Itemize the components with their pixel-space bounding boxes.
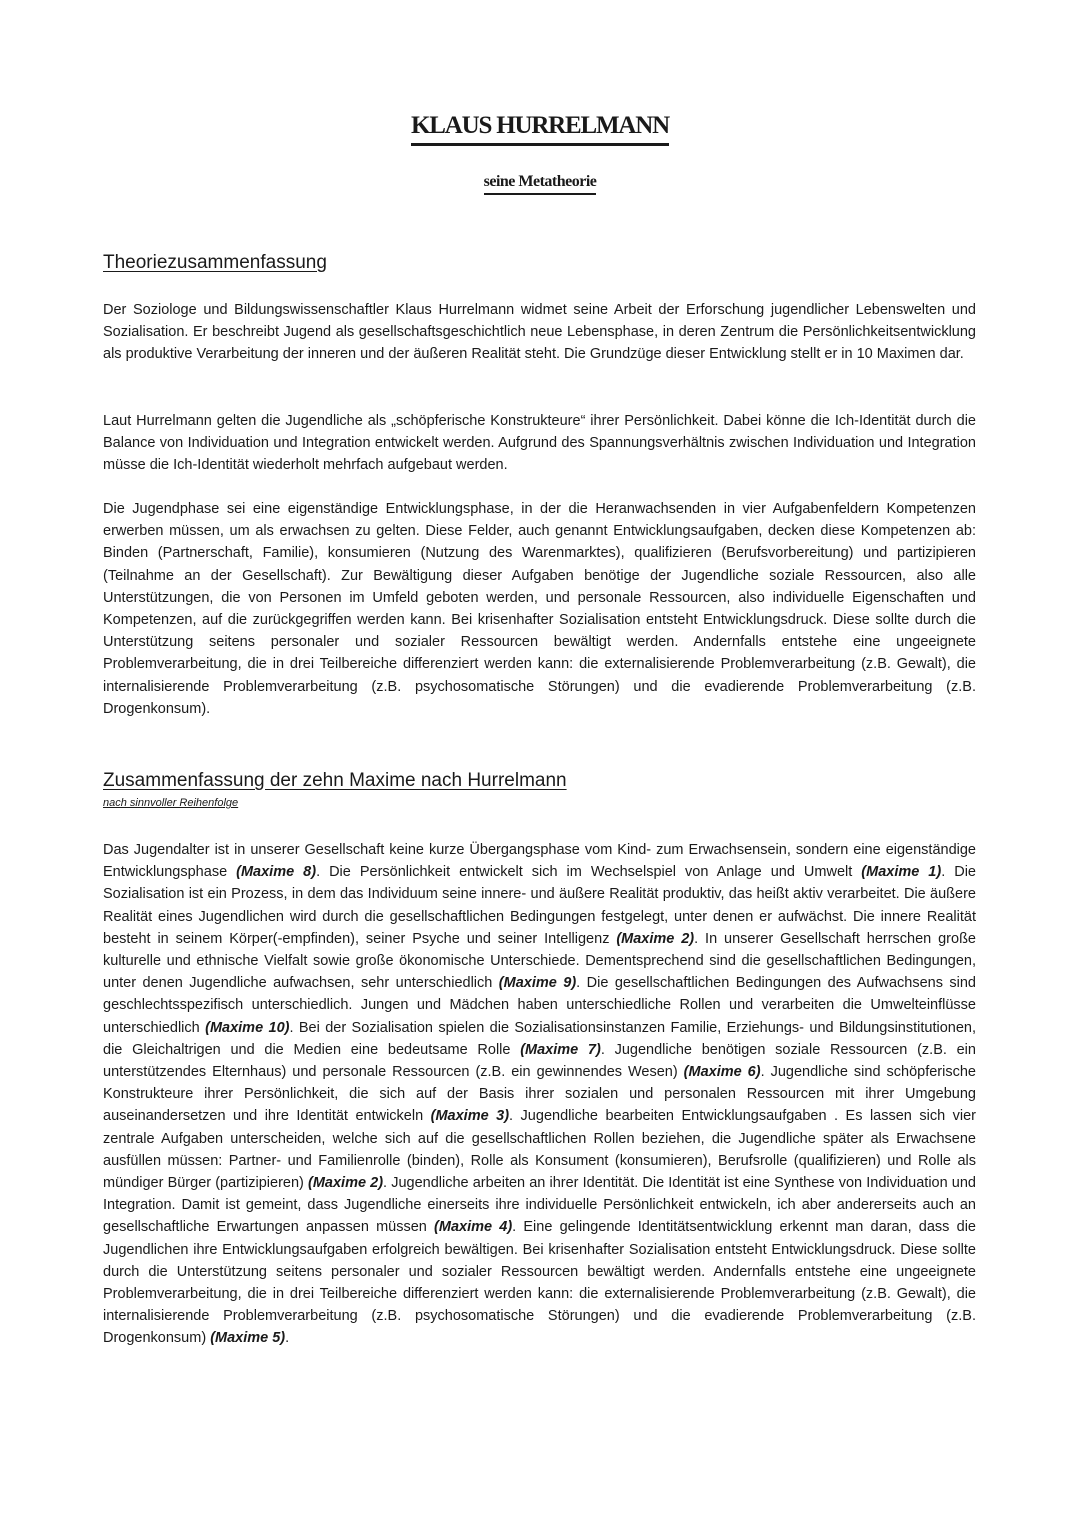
maxime-summary-text: . Bei der Sozialisation spielen die Sozialisationsinstanzen Familie, Erziehungs- und Bildungsinstitutionen, die Gleichaltrigen und die Medien eine bedeutsame Rolle [103,1019,976,1058]
maxime-reference: (Maxime 5) [210,1330,286,1347]
maxime-reference: (Maxime 6) [683,1064,761,1081]
maxime-reference: (Maxime 10) [205,1019,290,1036]
maxime-reference: (Maxime 9) [498,975,577,992]
maxime-summary-text: . Jugendliche sind schöpferische Konstrukteure ihrer Persönlichkeit, die sich auf der Basis ihrer sozialen und personalen Ressourcen mit ihrer Umgebung auseinandersetzen und ihre Identität entwickeln [103,1064,976,1125]
maxime-reference: (Maxime 8) [236,864,317,881]
document-title: KLAUS HURRELMANN [411,112,669,146]
maxime-reference: (Maxime 4) [434,1219,513,1236]
paragraph-intro: Der Soziologe und Bildungswissenschaftler Klaus Hurrelmann widmet seine Arbeit der Erforschung jugendlicher Lebenswelten und Sozialisation. Er beschreibt Jugend als gesellschaftsgeschichtlich neue Lebensphase, in deren Zentrum die Persönlichkeitsentwicklung als produktive Verarbeitung der inneren und der äußeren Realität steht. Die Grundzüge dieser Entwicklung stellt er in 10 Maximen dar. [103,302,976,363]
maxime-reference: (Maxime 7) [520,1041,601,1058]
maxime-summary-text: . Eine gelingende Identitätsentwicklung erkennt man daran, dass die Jugendlichen ihre Entwicklungsaufgaben erfolgreich bewältigen. Bei krisenhafter Sozialisation entsteht Entwicklungsdruck. Diese sollte durch die Unterstützung seitens personaler und sozialer Ressourcen bewältigt werden. Andernfalls entstehe eine ungeeignete Problemverarbeitung, die in drei Teilbereiche differenziert werden kann: die externalisierende Problemverarbeitung (z.B. Gewalt), die internalisierende Problemverarbeitung (z.B. psychosomatische Störungen) und die evadierende Problemverarbeitung (z.B. Drogenkonsum) [103,1219,976,1347]
maxime-summary-text: . Jugendliche benötigen soziale Ressourcen (z.B. ein unterstützendes Elternhaus) und personale Ressourcen (z.B. ein gewinnendes Wesen) [103,1041,976,1081]
section-note: nach sinnvoller Reihenfolge [103,797,239,809]
section-heading-maxime: Zusammenfassung der zehn Maxime nach Hurrelmann [103,770,567,791]
maxime-summary-text: . [285,1330,290,1347]
maxime-summary-text: Das Jugendalter ist in unserer Gesellschaft keine kurze Übergangsphase vom Kind- zum Erwachsensein, sondern eine eigenständige Entwicklungsphase [103,842,976,881]
maxime-summary-text: . Die gesellschaftlichen Bedingungen des Aufwachsens sind geschlechtsspezifisch unterschiedlich. Jungen und Mädchen haben unterschiedliche Rollen und verarbeiten die Umwelteinflüsse unterschiedlich [103,975,976,1036]
maxime-reference: (Maxime 3) [430,1108,510,1125]
maxime-summary-text: . Jugendliche bearbeiten Entwicklungsaufgaben . Es lassen sich vier zentrale Aufgaben unterscheiden, welche sich auf die gesellschaftlichen Rollen beziehen, die Jugendliche später als Erwachsene ausfüllen müssen: Partner- und Familienrolle (binden), Rolle als Konsument (konsumieren), Berufsrolle (qualifizieren) und Rolle als mündiger Bürger (partizipieren) [103,1108,976,1192]
maxime-summary-text: . Jugendliche arbeiten an ihrer Identität. Die Identität ist eine Synthese von Individuation und Integration. Damit ist gemeint, dass Jugendliche einerseits ihre individuelle Persönlichkeit entwickeln, ich aber andererseits auch an gesellschaftliche Erwartungen anpassen müssen [103,1175,976,1236]
maxime-summary-text: . Die Sozialisation ist ein Prozess, in dem das Individuum seine innere- und äußere Realität produktiv, das heißt aktiv verarbeitet. Die äußere Realität eines Jugendlichen wird durch die gesellschaftlichen Bedingungen festgelegt, unter denen er aufwächst. Die innere Realität besteht in seinem Körper(-empfinden), seiner Psyche und seiner Intelligenz [103,864,976,947]
paragraph-konstrukteure: Laut Hurrelmann gelten die Jugendliche als „schöpferische Konstrukteure“ ihrer Persönlichkeit. Dabei könne die Ich-Identität durch die Balance von Individuation und Integration entwickelt werden. Aufgrund des Spannungsverhältnis zwischen Individuation und Integration müsse die Ich-Identität wiederholt mehrfach aufgebaut werden. [103,413,976,474]
maxime-reference: (Maxime 2) [616,930,695,947]
document-subtitle: seine Metatheorie [484,173,597,195]
maxime-reference: (Maxime 2) [308,1175,384,1192]
section-heading-theoriezusammenfassung: Theoriezusammenfassung [103,252,327,273]
maxime-summary-text: . Die Persönlichkeit entwickelt sich im Wechselspiel von Anlage und Umwelt [316,864,862,881]
maxime-summary-text: . In unserer Gesellschaft herrschen große kulturelle und ethnische Vielfalt sowie große ökonomische Unterschiede. Dementsprechend sind die gesellschaftlichen Bedingungen, unter denen Jugendliche aufwachsen, sehr unterschiedlich [103,930,976,992]
paragraph-maxime-summary [103,839,976,1350]
paragraph-jugendphase: Die Jugendphase sei eine eigenständige Entwicklungsphase, in der die Heranwachsenden in vier Aufgabenfeldern Kompetenzen erwerben müssen, um als erwachsen zu gelten. Diese Felder, auch genannt Entwicklungsaufgaben, decken diese Kompetenzen ab: Binden (Partnerschaft, Familie), konsumieren (Nutzung des Warenmarktes), qualifizieren (Berufsvorbereitung) und partizipieren (Teilnahme an der Gesellschaft). Zur Bewältigung dieser Aufgaben benötige der Jugendliche soziale Ressourcen, also alle Unterstützungen, die von Personen im Umfeld geboten werden, und personale Ressourcen, also individuelle Eigenschaften und Kompetenzen, auf die zurückgegriffen werden kann. Bei krisenhafter Sozialisation entsteht Entwicklungsdruck. Diese sollte durch die Unterstützung seitens personaler und sozialer Ressourcen bewältigt werden. Andernfalls entstehe eine ungeeignete Problemverarbeitung, die in drei Teilbereiche differenziert werden kann: die externalisierende Problemverarbeitung (z.B. Gewalt), die internalisierende Problemverarbeitung (z.B. psychosomatische Störungen) und die evadierende Problemverarbeitung (z.B. Drogenkonsum). [103,501,976,717]
maxime-reference: (Maxime 1) [861,864,942,881]
